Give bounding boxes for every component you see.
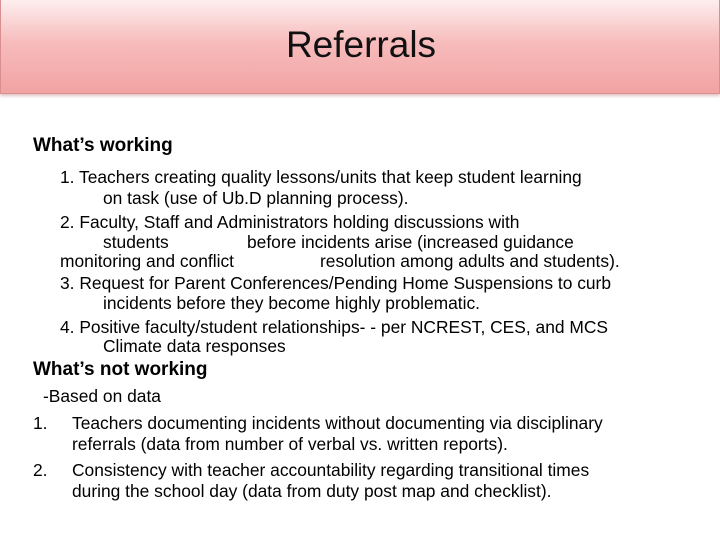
working-item-3-line-1: 3. Request for Parent Conferences/Pending Home Suspensions to curb [60,273,612,293]
slide-title: Referrals [285,24,437,65]
not-working-item-2-line-1: Consistency with teacher accountability regarding transitional times [72,460,590,480]
working-item-2-line-2b: before incidents arise (increased guidance [247,232,574,252]
not-working-intro: -Based on data [43,386,161,406]
not-working-item-1-number: 1. [33,413,48,433]
working-item-2-line-1: 2. Faculty, Staff and Administrators holding discussions with [60,212,520,232]
working-item-2-line-3a: monitoring and conflict [60,251,234,271]
not-working-item-2-line-2: during the school day (data from duty post map and checklist). [72,481,552,501]
working-heading: What’s working [33,135,173,156]
not-working-item-2-number: 2. [33,460,48,480]
not-working-item-1-line-2: referrals (data from number of verbal vs. written reports). [72,434,508,454]
not-working-item-1-line-1: Teachers documenting incidents without documenting via disciplinary [72,413,603,433]
working-item-4-line-2: Climate data responses [103,336,286,356]
working-item-1-line-1: 1. Teachers creating quality lessons/units that keep student learning [60,167,582,187]
not-working-heading: What’s not working [33,359,208,380]
title-band [0,0,720,94]
working-item-1-line-2: on task (use of Ub.D planning process). [103,188,409,208]
working-item-4-line-1: 4. Positive faculty/student relationships- - per NCREST, CES, and MCS [60,317,609,337]
working-item-2-line-2a: students [103,232,169,252]
working-item-2-line-3b: resolution among adults and students). [320,251,620,271]
working-item-3-line-2: incidents before they become highly problematic. [103,293,481,313]
